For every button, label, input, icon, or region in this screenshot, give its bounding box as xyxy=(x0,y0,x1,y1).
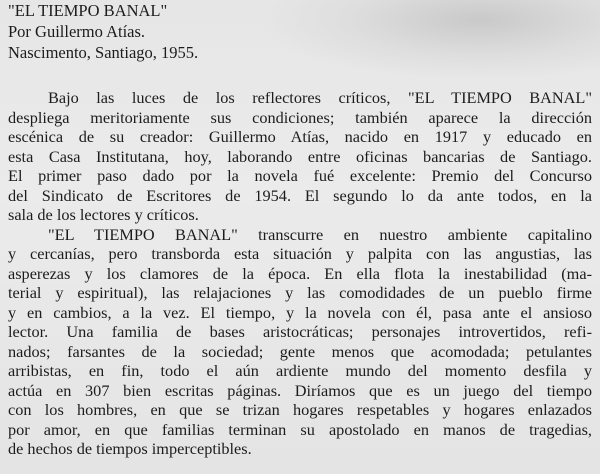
text-line: terial y espiritual), las relajaciones y las comodidades de un pueblo firme xyxy=(8,283,592,302)
text-line: y cercanías, pero transborda esta situación y palpita con las angustias, las xyxy=(8,244,592,263)
review-body xyxy=(8,88,592,459)
text-line: lector. Una familia de bases aristocráticas; personajes introvertidos, refi- xyxy=(8,322,592,341)
text-line: y en cambios, a la vez. El tiempo, y la novela con él, pasa ante el ansioso xyxy=(8,302,592,322)
text-line: nados; farsantes de la sociedad; gente menos que acomodada; petulantes xyxy=(8,341,592,361)
text-line: actúa en 307 bien escritas páginas. Diríamos que es un juego del tiempo xyxy=(8,380,592,400)
book-header xyxy=(8,0,198,63)
text-line: con los hombres, en que se trizan hogares respetables y hogares enlazados xyxy=(8,400,592,419)
paragraph xyxy=(8,88,592,225)
paragraph xyxy=(8,225,592,459)
book-publisher: Nascimento, Santiago, 1955. xyxy=(8,43,199,62)
text-line: arribistas, en fin, todo el aún ardiente mundo del momento desfila y xyxy=(8,361,592,380)
text-line: "EL TIEMPO BANAL" transcurre en nuestro ambiente capitalino xyxy=(48,224,592,244)
text-line: El primer paso dado por la novela fué excelente: Premio del Concurso xyxy=(8,166,592,185)
text-line: despliega meritoriamente sus condiciones; también aparece la dirección xyxy=(8,107,592,127)
text-line: esta Casa Institutana, hoy, laborando entre oficinas bancarias de Santiago. xyxy=(8,146,592,166)
text-line: sala de los lectores y críticos. xyxy=(8,205,199,224)
text-line: escénica de su creador: Guillermo Atías, nacido en 1917 y educado en xyxy=(8,127,592,146)
text-line: Bajo las luces de los reflectores críticos, "EL TIEMPO BANAL" xyxy=(48,88,592,107)
book-title: "EL TIEMPO BANAL" xyxy=(8,1,168,20)
text-line: por amor, en que familias terminan su apostolado en manos de tragedias, xyxy=(8,419,592,439)
text-line: de hechos de tiempos imperceptibles. xyxy=(8,439,252,458)
text-line: asperezas y los clamores de la época. En ella flota la inestabilidad (ma- xyxy=(8,263,592,283)
book-author: Por Guillermo Atías. xyxy=(8,22,146,41)
text-line: del Sindicato de Escritores de 1954. El segundo lo da ante todos, en la xyxy=(8,185,592,205)
